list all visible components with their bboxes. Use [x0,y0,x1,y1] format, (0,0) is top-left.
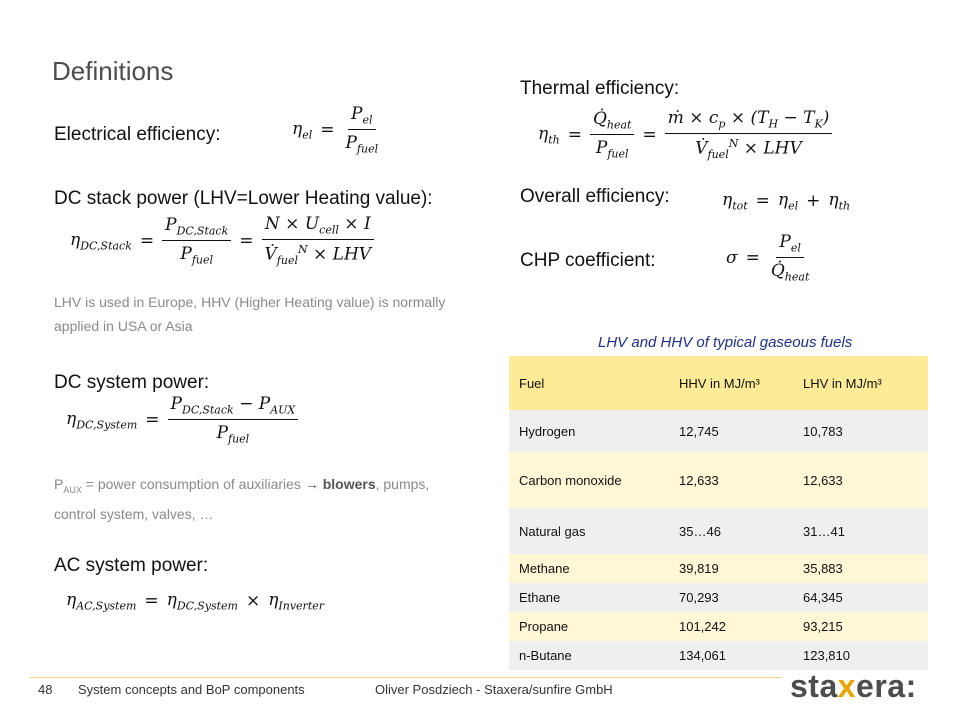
table-row [509,452,928,508]
table-cell: 39,819 [669,554,793,583]
dc-stack-power-label: DC stack power (LHV=Lower Heating value): [54,188,433,209]
fuels-table-wrapper [509,356,928,670]
page-title: Definitions [52,56,174,86]
table-header-cell: LHV in MJ/m³ [793,356,928,410]
footer-section: System concepts and BoP components [78,682,305,697]
table-cell: Carbon monoxide [509,452,669,508]
footer-author: Oliver Posdziech - Staxera/sunfire GmbH [375,682,613,697]
thermal-efficiency-formula: $\eta_{th}$ = $\frac{Q̇_{heat}}{P_{fuel}}$ = $\frac{ṁ \times c_p \times (T_H - T_K)}{V̇_{fuel}^N \times LHV}$ [538,108,832,161]
table-cell: 12,633 [669,452,793,508]
table-cell: Hydrogen [509,410,669,452]
table-row [509,410,928,452]
table-row [509,641,928,670]
electrical-efficiency-label: Electrical efficiency: [54,124,221,145]
overall-efficiency-formula: $\eta_{tot}$ = $\eta_{el}$ + $\eta_{th}$ [722,190,851,213]
ac-system-formula: $\eta_{AC,System}$ = $\eta_{DC,System}$ × $\eta_{Inverter}$ [66,590,325,613]
table-cell: 93,215 [793,612,928,641]
thermal-efficiency-label: Thermal efficiency: [520,78,680,99]
staxera-logo: staxera: [790,668,917,704]
table-cell: 31…41 [793,508,928,554]
chp-coefficient-label: CHP coefficient: [520,250,656,271]
table-cell: 64,345 [793,583,928,612]
table-cell: 12,633 [793,452,928,508]
table-cell: 123,810 [793,641,928,670]
table-row [509,554,928,583]
table-cell: 12,745 [669,410,793,452]
dc-stack-formula: $\eta_{DC,Stack}$ = $\frac{P_{DC,Stack}}{P_{fuel}}$ = $\frac{N \times U_{cell} \times I}{V̇_{fuel}^N \times LHV}$ [70,214,374,267]
table-header-row [509,356,928,410]
overall-efficiency-label: Overall efficiency: [520,186,670,207]
table-cell: 70,293 [669,583,793,612]
lhv-note: LHV is used in Europe, HHV (Higher Heating value) is normally applied in USA or Asia [54,294,446,334]
electrical-efficiency-formula: $\eta_{el}$ = $\frac{P_{el}}{P_{fuel}}$ [292,104,379,156]
ac-system-power-label: AC system power: [54,555,209,576]
table-cell: Propane [509,612,669,641]
table-cell: Methane [509,554,669,583]
paux-note: $P_{AUX}$ = power consumption of auxiliaries → blowers, pumps, control system, valves, … [54,476,430,522]
footer-divider [30,677,782,678]
chp-coefficient-formula: σ = $\frac{P_{el}}{Q̇_{heat}}$ [726,232,810,284]
table-caption: LHV and HHV of typical gaseous fuels [598,334,853,351]
page-number: 48 [38,682,53,697]
table-header-cell: HHV in MJ/m³ [669,356,793,410]
table-cell: 101,242 [669,612,793,641]
dc-system-power-label: DC system power: [54,372,210,393]
fuels-table [509,356,928,670]
table-row [509,583,928,612]
table-header-cell: Fuel [509,356,669,410]
table-row [509,612,928,641]
table-cell: 35…46 [669,508,793,554]
table-cell: 35,883 [793,554,928,583]
dc-system-formula: $\eta_{DC,System}$ = $\frac{P_{DC,Stack} - P_{AUX}}{P_{fuel}}$ [66,394,298,446]
table-row [509,508,928,554]
table-cell: 134,061 [669,641,793,670]
table-cell: 10,783 [793,410,928,452]
table-cell: Natural gas [509,508,669,554]
table-cell: Ethane [509,583,669,612]
table-cell: n-Butane [509,641,669,670]
